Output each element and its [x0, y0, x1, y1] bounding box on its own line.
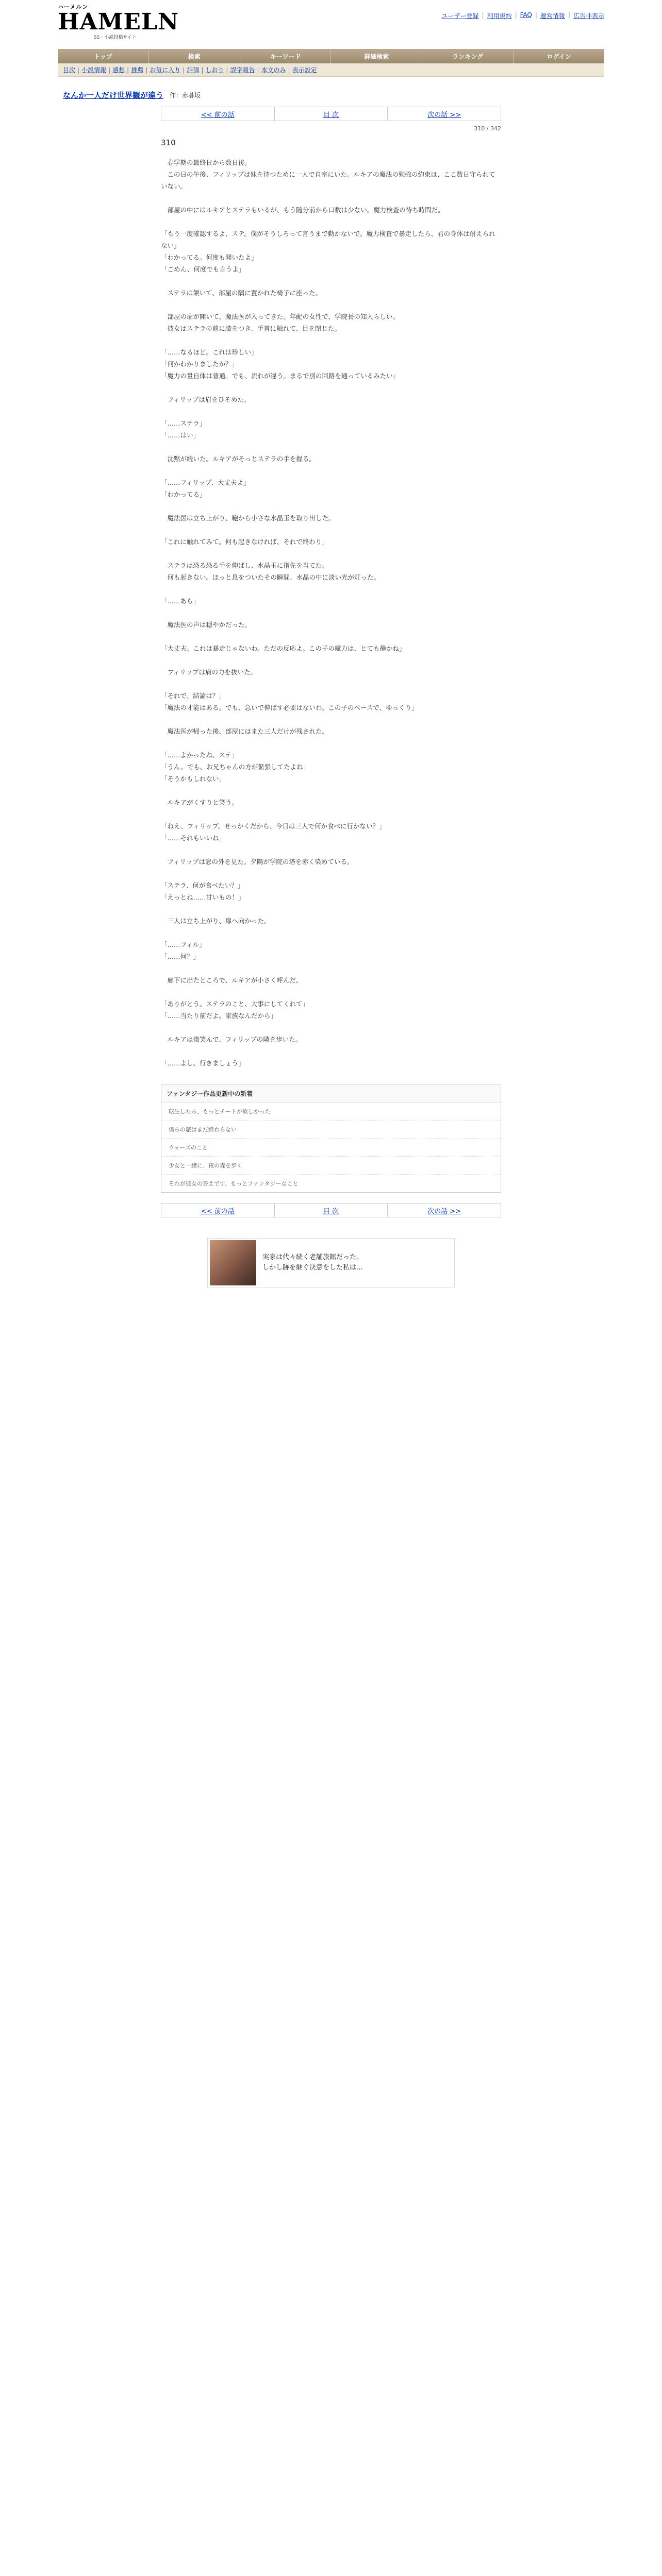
body-paragraph: 「……それもいいね」 — [161, 834, 226, 842]
subnav-separator: | — [288, 66, 290, 74]
body-paragraph: 「わかってる」 — [161, 490, 206, 498]
header-link-separator: | — [535, 11, 537, 19]
body-paragraph: 魔法医は立ち上がり、鞄から小さな水晶玉を取り出した。 — [161, 514, 335, 522]
body-paragraph: フィリップは眉をひそめた。 — [161, 396, 251, 403]
toc-link[interactable]: 目 次 — [275, 107, 388, 121]
header-link-separator: | — [515, 11, 517, 19]
body-paragraph: 魔法医が帰った後、部屋にはまた三人だけが残された。 — [161, 727, 329, 735]
body-paragraph — [161, 405, 501, 417]
related-works-list — [161, 1103, 501, 1192]
chapter-pager-bottom — [161, 1203, 501, 1217]
related-work-item[interactable]: 転生したら、もっとチートが欲しかった — [161, 1103, 501, 1121]
header-link-terms[interactable]: 利用規約 — [487, 12, 512, 20]
novel-subnav — [58, 63, 604, 77]
chapter-counter: 310 / 342 — [474, 125, 501, 132]
subnav-text-only[interactable]: 本文のみ — [261, 66, 286, 74]
subnav-display-settings[interactable]: 表示設定 — [292, 66, 317, 74]
body-paragraph: 「……なるほど。これは珍しい」 — [161, 348, 258, 356]
subnav-separator: | — [257, 66, 259, 74]
body-paragraph — [161, 382, 501, 394]
subnav-separator: | — [226, 66, 228, 74]
body-paragraph — [161, 299, 501, 311]
body-paragraph — [161, 986, 501, 998]
body-paragraph: 「……当たり前だよ。家族なんだから」 — [161, 1012, 277, 1020]
subnav-recommend[interactable]: 推薦 — [131, 66, 144, 74]
subnav-bookmark[interactable]: しおり — [205, 66, 224, 74]
body-paragraph — [161, 583, 501, 595]
body-paragraph: 部屋の扉が開いて、魔法医が入ってきた。年配の女性で、学院長の知人らしい。 — [161, 313, 400, 320]
body-paragraph: 「……ステラ」 — [161, 419, 206, 427]
prev-chapter-link-bottom[interactable]: << 前の話 — [161, 1204, 275, 1217]
related-works-box — [161, 1084, 501, 1193]
body-paragraph — [161, 334, 501, 346]
body-paragraph — [161, 607, 501, 619]
body-paragraph: この日の午後、フィリップは妹を待つために一人で自室にいた。ルキアの魔法の勉強の約束は、ここ数日守られていない。 — [161, 171, 495, 190]
prev-chapter-link[interactable]: << 前の話 — [161, 107, 275, 121]
body-paragraph — [161, 844, 501, 856]
subnav-comments[interactable]: 感想 — [112, 66, 125, 74]
header-link-separator: | — [568, 11, 570, 19]
next-chapter-link-bottom[interactable]: 次の話 >> — [427, 1207, 461, 1215]
header-links — [442, 11, 605, 20]
gnav-top[interactable]: トップ — [58, 49, 149, 63]
body-paragraph: 「うん。でも、お兄ちゃんの方が緊張してたよね」 — [161, 763, 310, 771]
subnav-separator: | — [127, 66, 129, 74]
gnav-search[interactable]: 検索 — [149, 49, 240, 63]
global-nav — [58, 49, 604, 63]
body-paragraph: 「……よかったね、ステ」 — [161, 751, 238, 759]
header-link-ranking[interactable]: 運営情報 — [540, 12, 565, 20]
body-paragraph — [161, 903, 501, 915]
body-paragraph — [161, 275, 501, 287]
ad-image — [210, 1240, 256, 1285]
body-paragraph: 「……はい」 — [161, 431, 200, 439]
chapter-body — [161, 157, 501, 1069]
chapter-pager-top — [161, 107, 501, 121]
body-paragraph: 何も起きない。ほっと息をついたその瞬間、水晶の中に淡い光が灯った。 — [161, 573, 380, 581]
page-root — [0, 0, 662, 1287]
body-paragraph: 「……フィリップ、大丈夫よ」 — [161, 479, 250, 486]
body-paragraph: 三人は立ち上がり、扉へ向かった。 — [161, 917, 271, 925]
subnav-favorite[interactable]: お気に入り — [150, 66, 181, 74]
ad-text — [256, 1252, 369, 1273]
subnav-separator: | — [201, 66, 204, 74]
subnav-separator: | — [108, 66, 111, 74]
subnav-novel-info[interactable]: 小説情報 — [81, 66, 107, 74]
body-paragraph: 「ありがとう。ステラのこと、大事にしてくれて」 — [161, 1000, 309, 1008]
subnav-separator: | — [77, 66, 80, 74]
body-paragraph — [161, 808, 501, 820]
body-paragraph: ルキアは微笑んで、フィリップの隣を歩いた。 — [161, 1036, 302, 1043]
logo-wordmark: HAMELN — [58, 8, 179, 35]
body-paragraph — [161, 631, 501, 642]
body-paragraph: 「ごめん、何度でも言うよ」 — [161, 265, 245, 273]
body-paragraph: 「大丈夫。これは暴走じゃないわ。ただの反応よ。この子の魔力は、とても静かね」 — [161, 645, 406, 652]
related-works-title: ファンタジー作品更新中の新着 — [161, 1085, 501, 1103]
body-paragraph: ステラは恐る恐る手を伸ばし、水晶玉に指先を当てた。 — [161, 562, 328, 569]
ad-text-line: しかし跡を継ぐ決意をした私は… — [262, 1264, 363, 1272]
body-paragraph: 「もう一度確認するよ、ステ。僕がそうしろって言うまで動かないで。魔力検査で暴走したら、君の身体は耐えられない」 — [161, 230, 495, 249]
author-name[interactable]: 赤碁坂 — [182, 91, 201, 99]
header-link-separator: | — [482, 11, 484, 19]
related-work-item[interactable]: 少女と一緒に、夜の森を歩く — [161, 1157, 501, 1175]
related-work-item[interactable]: それが彼女の答えです、もっとファンタジーなこと — [169, 1180, 299, 1187]
body-paragraph — [161, 1045, 501, 1057]
header-link-faq[interactable]: FAQ — [520, 11, 532, 19]
body-paragraph: 「わかってる。何度も聞いたよ」 — [161, 253, 258, 261]
body-paragraph: 「これに触れてみて。何も起きなければ、それで終わり」 — [161, 538, 328, 546]
body-paragraph: 「そうかもしれない」 — [161, 775, 226, 783]
body-paragraph: 部屋の中にはルキアとステラもいるが、もう随分前から口数は少ない。魔力検査の待ち時間だ。 — [161, 206, 444, 214]
body-paragraph — [161, 1022, 501, 1033]
body-paragraph: 「ステラ、何が食べたい？」 — [161, 882, 244, 889]
body-paragraph: 「……よし、行きましょう」 — [161, 1059, 245, 1067]
gnav-advanced-search[interactable]: 詳細検索 — [331, 49, 422, 63]
body-paragraph: フィリップは窓の外を見た。夕陽が学院の塔を赤く染めている。 — [161, 858, 354, 866]
novel-titlebar — [58, 88, 604, 101]
body-paragraph — [161, 868, 501, 879]
body-paragraph — [161, 785, 501, 796]
body-paragraph: 「……あら」 — [161, 597, 200, 605]
body-paragraph — [161, 927, 501, 939]
body-paragraph: 「ねえ、フィリップ。せっかくだから、今日は三人で何か食べに行かない？」 — [161, 822, 386, 830]
chapter-title: 310 — [161, 138, 176, 147]
body-paragraph: 「……何？」 — [161, 953, 200, 960]
body-paragraph: 沈黙が続いた。ルキアがそっとステラの手を握る。 — [161, 455, 316, 463]
header-link-ad-free[interactable]: 広告非表示 — [573, 12, 604, 20]
gnav-keyword[interactable]: キーワード — [240, 49, 332, 63]
gnav-ranking[interactable]: ランキング — [422, 49, 514, 63]
author-line — [170, 91, 201, 99]
body-paragraph: ステラは頷いて、部屋の隅に置かれた椅子に座った。 — [161, 289, 322, 297]
header-link-user-registration[interactable]: ユーザー登録 — [441, 12, 479, 20]
body-paragraph — [161, 465, 501, 477]
body-paragraph: フィリップは肩の力を抜いた。 — [161, 668, 257, 676]
body-paragraph: 「えっとね……甘いもの！」 — [161, 893, 245, 901]
related-work-item[interactable]: 僕らの旅はまだ終わらない — [161, 1121, 501, 1139]
body-paragraph: 「それで、結論は？」 — [161, 692, 225, 700]
site-logo[interactable] — [58, 3, 179, 40]
ad-text-line: 実家は代々続く老舗旅館だった。 — [262, 1253, 363, 1261]
body-paragraph — [161, 216, 501, 228]
body-paragraph — [161, 737, 501, 749]
ad-banner[interactable] — [207, 1238, 455, 1287]
body-paragraph — [161, 714, 501, 725]
subnav-review[interactable]: 評価 — [187, 66, 200, 74]
body-paragraph: 春学期の最終日から数日後。 — [161, 159, 252, 166]
body-paragraph: 彼女はステラの前に膝をつき、手首に触れて、目を閉じた。 — [161, 325, 341, 332]
toc-link-bottom[interactable]: 目 次 — [275, 1204, 388, 1217]
body-paragraph — [161, 524, 501, 536]
body-paragraph — [161, 500, 501, 512]
body-paragraph: 廊下に出たところで、ルキアが小さく呼んだ。 — [161, 976, 303, 984]
body-paragraph — [161, 962, 501, 974]
subnav-separator: | — [145, 66, 148, 74]
body-paragraph: 「魔法の才能はある。でも、急いで伸ばす必要はないわ。この子のペースで、ゆっくり」 — [161, 704, 418, 711]
body-paragraph: ルキアがくすりと笑う。 — [161, 799, 239, 806]
subnav-report[interactable]: 誤字報告 — [230, 66, 255, 74]
site-header — [58, 0, 604, 49]
body-paragraph: 魔法医の声は穏やかだった。 — [161, 621, 252, 629]
body-paragraph — [161, 654, 501, 666]
next-chapter-link[interactable]: 次の話 >> — [427, 111, 461, 119]
body-paragraph: 「魔力の量自体は普通。でも、流れが違う。まるで別の回路を通っているみたい」 — [161, 372, 400, 380]
gnav-login[interactable]: ログイン — [547, 53, 571, 60]
body-paragraph — [161, 192, 501, 204]
body-paragraph — [161, 548, 501, 560]
body-paragraph — [161, 441, 501, 453]
body-paragraph: 「何かわかりましたか？」 — [161, 360, 239, 368]
novel-title-link[interactable]: なんか一人だけ世界観が違う — [63, 90, 164, 100]
author-prefix: 作： — [170, 91, 183, 99]
related-work-item[interactable]: ウォーズのこと — [161, 1139, 501, 1157]
body-paragraph — [161, 678, 501, 690]
logo-subtitle: ハーメルン — [58, 3, 89, 10]
subnav-separator: | — [183, 66, 185, 74]
body-paragraph: 「……フィル」 — [161, 941, 206, 948]
subnav-toc[interactable]: 目次 — [63, 66, 76, 74]
logo-tagline: SS・小説投稿サイト — [94, 35, 137, 40]
